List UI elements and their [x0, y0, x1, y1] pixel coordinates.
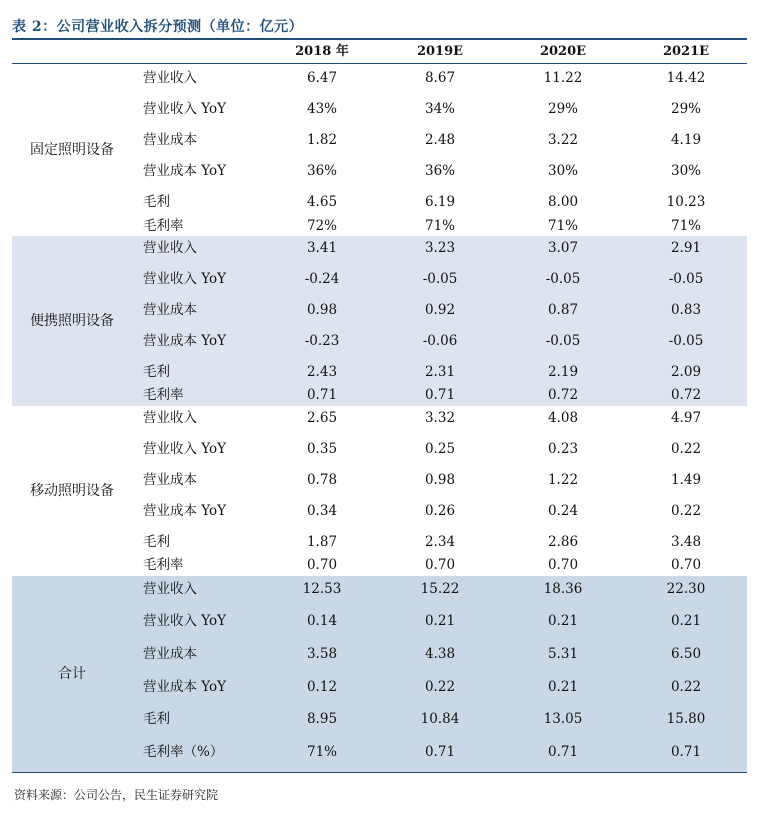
metric-label: 毛利率 [143, 218, 184, 234]
table-cell: 0.35 [306, 441, 338, 457]
metric-label: 毛利率（%） [143, 744, 224, 760]
table-cell: 30% [547, 163, 578, 179]
table-cell: 3.07 [547, 240, 579, 256]
table-cell: 8.67 [424, 70, 456, 86]
column-header-1: 2019E [416, 44, 464, 59]
table-cell: 0.22 [670, 441, 702, 457]
table-cell: 0.72 [670, 387, 702, 403]
table-cell: 0.87 [547, 302, 579, 318]
table-cell: -0.05 [668, 271, 704, 287]
metric-label: 营业成本 YoY [143, 333, 227, 349]
table-cell: 2.19 [547, 364, 579, 380]
table-cell: 3.48 [670, 534, 702, 550]
table-cell: 10.84 [420, 711, 460, 727]
table-cell: 71% [670, 218, 701, 234]
table-cell: 0.71 [424, 387, 456, 403]
table-cell: 0.70 [424, 557, 456, 573]
table-cell: 11.22 [543, 70, 583, 86]
table-cell: 2.43 [306, 364, 338, 380]
table-cell: 72% [306, 218, 337, 234]
metric-label: 毛利率 [143, 387, 184, 403]
table-cell: 0.23 [547, 441, 579, 457]
table-cell: 0.21 [547, 679, 579, 695]
table-cell: 1.87 [306, 534, 338, 550]
table-cell: 6.19 [424, 194, 456, 210]
table-cell: 12.53 [302, 581, 342, 597]
table-cell: 2.86 [547, 534, 579, 550]
group-label: 便携照明设备 [30, 313, 114, 329]
table-cell: 2.09 [670, 364, 702, 380]
table-cell: 0.71 [424, 744, 456, 760]
table-title: 表 2：公司营业收入拆分预测（单位：亿元） [12, 19, 304, 35]
metric-label: 营业收入 YoY [143, 101, 227, 117]
metric-label: 毛利 [143, 711, 170, 727]
metric-label: 营业成本 [143, 472, 197, 488]
table-cell: 15.22 [420, 581, 460, 597]
table-cell: 0.92 [424, 302, 456, 318]
metric-label: 毛利率 [143, 557, 184, 573]
table-cell: 34% [424, 101, 455, 117]
table-cell: 13.05 [543, 711, 583, 727]
table-cell: 0.12 [306, 679, 338, 695]
table-cell: 3.22 [547, 132, 579, 148]
table-cell: 4.08 [547, 410, 579, 426]
table-cell: 0.70 [306, 557, 338, 573]
table-cell: 0.98 [306, 302, 338, 318]
metric-label: 毛利 [143, 534, 170, 550]
table-cell: 43% [306, 101, 337, 117]
table-cell: 1.82 [306, 132, 338, 148]
table-cell: 2.91 [670, 240, 702, 256]
table-cell: 0.71 [670, 744, 702, 760]
table-cell: 0.14 [306, 613, 338, 629]
metric-label: 营业收入 YoY [143, 613, 227, 629]
table-cell: 3.32 [424, 410, 456, 426]
table-cell: 71% [547, 218, 578, 234]
source-note: 资料来源：公司公告，民生证券研究院 [14, 788, 219, 802]
table-cell: 6.47 [306, 70, 338, 86]
table-cell: -0.23 [304, 333, 340, 349]
table-cell: 0.71 [306, 387, 338, 403]
metric-label: 毛利 [143, 194, 170, 210]
table-cell: 5.31 [547, 646, 579, 662]
metric-label: 营业收入 [143, 70, 197, 86]
table-cell: 0.78 [306, 472, 338, 488]
table-cell: -0.24 [304, 271, 340, 287]
table-cell: 4.19 [670, 132, 702, 148]
table-cell: 0.34 [306, 503, 338, 519]
table-cell: 4.38 [424, 646, 456, 662]
table-cell: 0.83 [670, 302, 702, 318]
table-cell: 29% [670, 101, 701, 117]
table-cell: 0.22 [670, 503, 702, 519]
table-top-rule [12, 38, 747, 40]
table-cell: -0.05 [545, 333, 581, 349]
metric-label: 营业成本 [143, 302, 197, 318]
table-cell: 0.21 [424, 613, 456, 629]
table-cell: 3.23 [424, 240, 456, 256]
table-cell: 15.80 [666, 711, 706, 727]
table-cell: 36% [424, 163, 455, 179]
table-cell: 0.98 [424, 472, 456, 488]
table-cell: 3.41 [306, 240, 338, 256]
metric-label: 毛利 [143, 364, 170, 380]
table-cell: 0.25 [424, 441, 456, 457]
table-cell: 1.22 [547, 472, 579, 488]
table-cell: 2.34 [424, 534, 456, 550]
table-cell: 0.21 [547, 613, 579, 629]
table-cell: 4.65 [306, 194, 338, 210]
metric-label: 营业成本 [143, 646, 197, 662]
table-cell: 0.21 [670, 613, 702, 629]
table-cell: 8.95 [306, 711, 338, 727]
table-cell: 0.70 [670, 557, 702, 573]
table-cell: 18.36 [543, 581, 583, 597]
table-cell: 0.71 [547, 744, 579, 760]
table-cell: 2.31 [424, 364, 456, 380]
table-cell: 0.24 [547, 503, 579, 519]
table-cell: 71% [306, 744, 337, 760]
table-cell: 2.65 [306, 410, 338, 426]
table-cell: 1.49 [670, 472, 702, 488]
table-cell: 36% [306, 163, 337, 179]
group-label: 固定照明设备 [30, 142, 114, 158]
table-cell: 14.42 [666, 70, 706, 86]
table-cell: 6.50 [670, 646, 702, 662]
column-header-3: 2021E [662, 44, 710, 59]
table-cell: 0.70 [547, 557, 579, 573]
table-cell: 10.23 [666, 194, 706, 210]
table-bottom-rule [12, 772, 747, 773]
metric-label: 营业成本 [143, 132, 197, 148]
table-cell: 71% [424, 218, 455, 234]
metric-label: 营业成本 YoY [143, 503, 227, 519]
table-cell: 0.22 [424, 679, 456, 695]
metric-label: 营业收入 [143, 240, 197, 256]
column-header-2: 2020E [539, 44, 587, 59]
header-rule [12, 63, 747, 64]
table-cell: 30% [670, 163, 701, 179]
table-cell: 4.97 [670, 410, 702, 426]
table-cell: 0.72 [547, 387, 579, 403]
table-cell: -0.05 [422, 271, 458, 287]
metric-label: 营业成本 YoY [143, 679, 227, 695]
group-label: 合计 [58, 666, 86, 682]
table-cell: 29% [547, 101, 578, 117]
metric-label: 营业成本 YoY [143, 163, 227, 179]
table-cell: -0.06 [422, 333, 458, 349]
table-cell: 2.48 [424, 132, 456, 148]
metric-label: 营业收入 [143, 410, 197, 426]
metric-label: 营业收入 YoY [143, 441, 227, 457]
group-label: 移动照明设备 [30, 483, 114, 499]
table-cell: 0.22 [670, 679, 702, 695]
metric-label: 营业收入 YoY [143, 271, 227, 287]
table-cell: 0.26 [424, 503, 456, 519]
table-cell: 22.30 [666, 581, 706, 597]
metric-label: 营业收入 [143, 581, 197, 597]
table-cell: -0.05 [668, 333, 704, 349]
column-header-0: 2018 年 [295, 44, 349, 59]
table-cell: -0.05 [545, 271, 581, 287]
table-cell: 3.58 [306, 646, 338, 662]
table-cell: 8.00 [547, 194, 579, 210]
